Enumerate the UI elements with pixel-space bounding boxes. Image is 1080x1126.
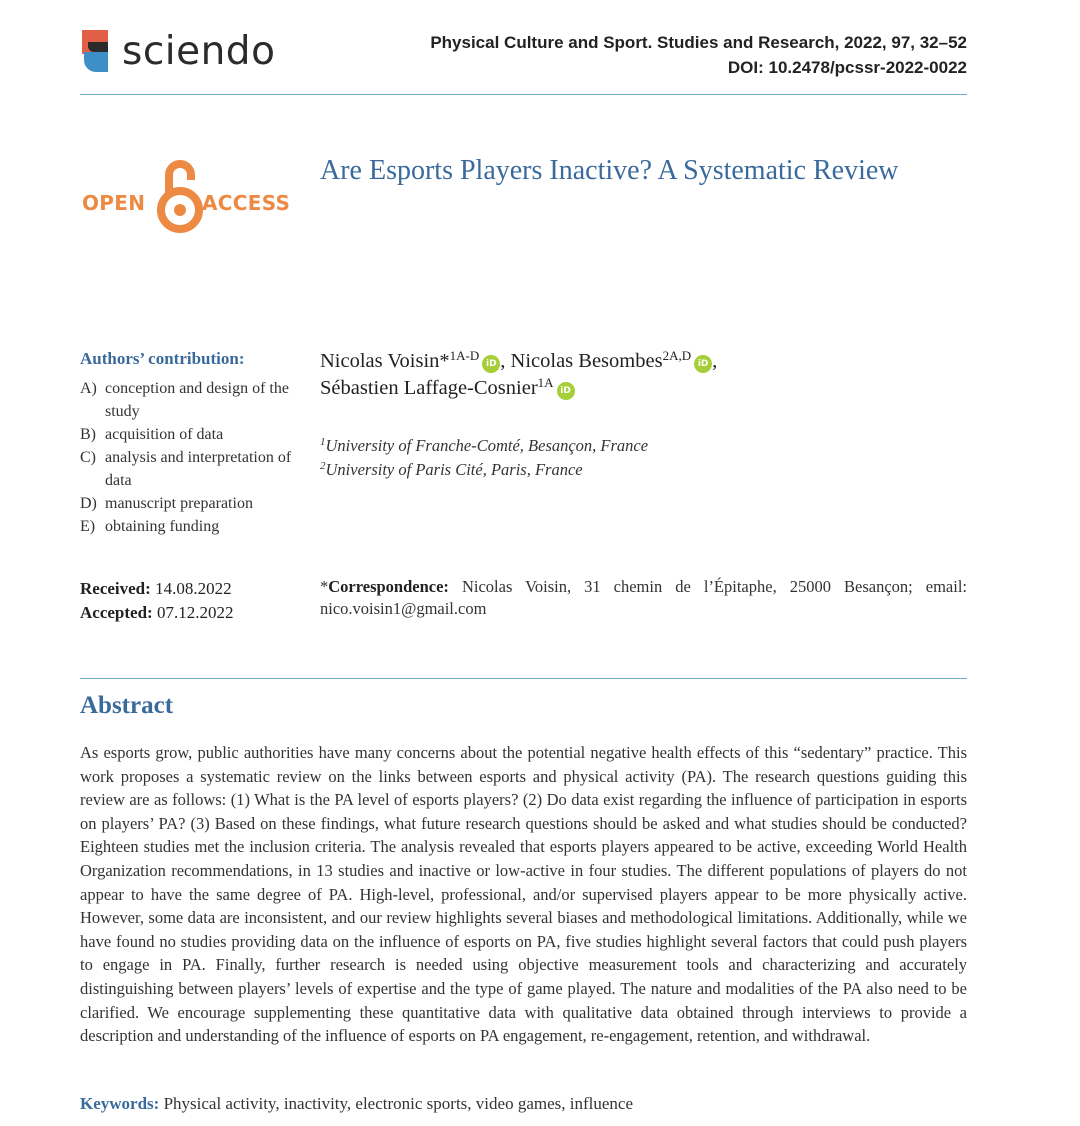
journal-citation: Physical Culture and Sport. Studies and Research, 2022, 97, 32–52	[430, 33, 967, 52]
author-name: Nicolas Besombes	[510, 350, 663, 372]
open-lock-icon	[152, 158, 208, 234]
journal-info	[430, 30, 967, 80]
keywords-label: Keywords:	[80, 1094, 160, 1113]
contribution-item: A) conception and design of the study	[80, 380, 289, 420]
sciendo-logo-icon	[80, 28, 110, 74]
keywords-text: Physical activity, inactivity, electronic sports, video games, influence	[163, 1094, 633, 1113]
article-title: Are Esports Players Inactive? A Systematic Review	[320, 155, 899, 186]
abstract-heading: Abstract	[80, 692, 174, 719]
sciendo-logo	[80, 27, 275, 75]
open-access-left-text: OPEN	[82, 191, 146, 215]
dates	[80, 577, 233, 625]
doi: DOI: 10.2478/pcssr-2022-0022	[727, 58, 967, 77]
correspondence-text: Nicolas Voisin, 31 chemin de l’Épitaphe, 25000 Besançon; email: nico.voisin1@gmail.com	[320, 577, 968, 618]
correspondence-label: Correspondence:	[328, 577, 449, 596]
orcid-icon[interactable]: iD	[557, 382, 575, 400]
affiliations	[320, 434, 648, 482]
affiliation: $^1$University of Franche-Comté, Besançon, France	[320, 436, 649, 455]
publisher-name: sciendo	[122, 28, 276, 74]
header-divider	[80, 94, 967, 95]
received-date: Received: 14.08.2022	[80, 579, 232, 598]
orcid-icon[interactable]: iD	[694, 355, 712, 373]
author-affiliation-sup: 1A-D	[449, 348, 480, 363]
accepted-date: Accepted: 07.12.2022	[80, 603, 234, 622]
contribution-item: D) manuscript preparation	[80, 495, 253, 512]
contribution-heading: Authors’ contribution:	[80, 349, 245, 368]
orcid-icon[interactable]: iD	[482, 355, 500, 373]
keywords	[80, 1094, 633, 1114]
open-access-right-text: ACCESS	[202, 191, 291, 215]
author-name: Sébastien Laffage-Cosnier	[320, 377, 538, 399]
affiliation: $^2$University of Paris Cité, Paris, France	[320, 460, 583, 479]
abstract-text: As esports grow, public authorities have many concerns about the potential negative health effects of this “sedentary” practice. This work proposes a systematic review on the links between esports and physical activity (PA). The research questions guiding this review are as follows: (1) What is the PA level of esports players? (2) Do data exist regarding the influence of participation in esports on players’ PA? (3) Based on these findings, what future research questions should be asked and what studies should be conducted? Eighteen studies met the inclusion criteria. The analysis revealed that esports players appeared to be active, exceeding World Health Organization recommendations, in 13 studies and inactive or low-active in four studies. The different populations of players do not appear to have the same degree of PA. High-level, professional, and/or supervised players appear to be more physically active. However, some data are inconsistent, and our review highlights several biases and methodological limitations. Additionally, while we have found no studies providing data on the influence of esports on PA, five studies highlight several factors that could push players to engage in PA. Finally, further research is needed using objective measurement tools and characterizing and accurately distinguishing between players’ levels of expertise and the type of game played. The nature and modalities of the PA also need to be clarified. We encourage supplementing these quantitative data with qualitative data obtained through interviews to provide a description and understanding of the influence of esports on PA engagement, re-engagement, retention, and withdrawal.	[80, 743, 967, 1046]
open-access-logo	[82, 158, 291, 234]
author-affiliation-sup: 1A	[537, 375, 554, 390]
abstract-divider	[80, 678, 967, 679]
author-name: Nicolas Voisin*	[320, 350, 450, 372]
correspondence: *Correspondence: Nicolas Voisin, 31 chemin de l’Épitaphe, 25000 Besançon; email: nico.voisin1@gmail.com	[320, 577, 968, 618]
contribution-item: B) acquisition of data	[80, 426, 224, 443]
contribution-list	[80, 377, 305, 538]
contribution-item: C) analysis and interpretation of data	[80, 449, 292, 489]
author-list: Nicolas Voisin*$^{1A-D}$iD , Nicolas Besombes$^{2A,D}$iD , Sébastien Laffage-Cosnier$^{1A}$iD	[320, 348, 718, 399]
author-affiliation-sup: 2A,D	[662, 348, 692, 363]
contribution-item: E) obtaining funding	[80, 518, 220, 535]
